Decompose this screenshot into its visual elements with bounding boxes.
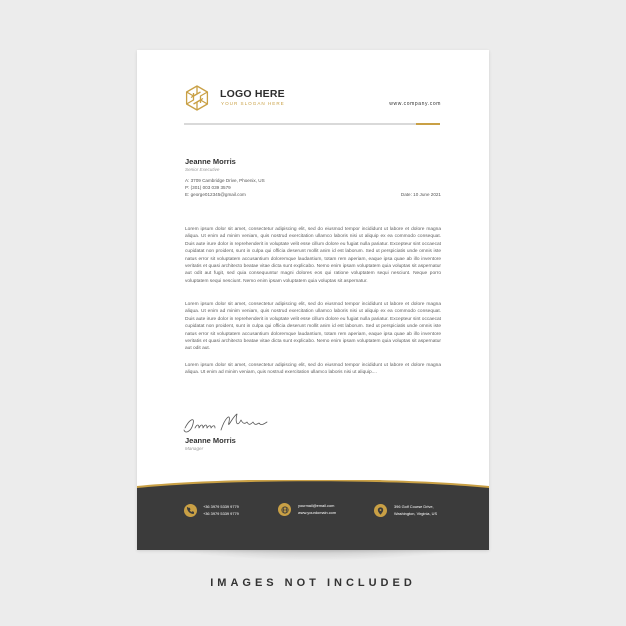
logo-title: LOGO HERE — [220, 88, 285, 100]
letter-date: Date: 10 June 2021 — [400, 192, 441, 197]
footer-phone-2: +36 3979 5339 9779 — [203, 511, 239, 516]
globe-icon — [278, 503, 291, 516]
logo-slogan: YOUR SLOGAN HERE — [221, 101, 285, 106]
body-paragraph-3: Lorem ipsum dolor sit amet, consectetur adipiscing elit, sed do eiusmod tempor incididunt ut labore et dolore magna aliqua. Ut enim ad minim veniam, quis nostrud exercitation ullamco laboris nisi ut aliquip.... — [185, 363, 441, 376]
recipient-phone: P: (301) 003 039 3579 — [185, 185, 231, 190]
phone-icon — [184, 504, 197, 517]
footer-address-line-1: 396 Golf Course Drive, — [394, 504, 434, 509]
handwritten-signature — [181, 410, 276, 436]
signer-name: Jeanne Morris — [185, 436, 236, 445]
recipient-email: E: george012345@gmail.com — [185, 192, 246, 197]
header-divider-accent — [416, 123, 440, 125]
footer-website[interactable]: www.yourdomain.com — [298, 510, 337, 515]
footer-phone-1: +36 3979 5339 9779 — [203, 504, 239, 509]
recipient-title: Senior Executive — [185, 167, 220, 172]
recipient-address: A: 3709 Cambridge Drive, Phoenix, US — [185, 178, 265, 183]
letterhead-page — [137, 50, 489, 550]
images-not-included-caption: IMAGES NOT INCLUDED — [210, 577, 416, 589]
recipient-name: Jeanne Morris — [185, 157, 236, 166]
body-paragraph-1: Lorem ipsum dolor sit amet, consectetur adipiscing elit, sed do eiusmod tempor incididunt ut labore et dolore magna aliqua. Ut enim ad minim veniam, quis nostrud exercitation ullamco laboris nisi ut aliquip ex ea commodo consequat. Duis aute irure dolor in reprehenderit in voluptate velit esse cillum dolore eu fugiat nulla pariatur. Excepteur sint occaecat cupidatat non proident, sunt in culpa qui officia deserunt mollit anim id est laborum. Sed ut perspiciatis unde omnis iste natus error sit voluptatem accusantium doloremque laudantium, totam rem aperiam, eaque ipsa quae ab illo inventore veritatis et quasi architecto beatae vitae dicta sunt explicabo. Nemo enim ipsam voluptatem quia voluptas sit aspernatur aut odit aut fugit, sed quia consequuntur magni dolores eos qui ratione voluptatem sequi nesciunt. Neque porro voluptatem sequi nesciunt. Nemo enim ipsam voluptatem quia voluptas sit aspernatur. — [185, 227, 441, 284]
body-paragraph-2: Lorem ipsum dolor sit amet, consectetur adipiscing elit, sed do eiusmod tempor incididunt ut labore et dolore magna aliqua. Ut enim ad minim veniam, quis nostrud exercitation ullamco laboris nisi ut aliquip ex ea commodo consequat. Duis aute irure dolor in reprehenderit in voluptate velit esse cillum dolore eu fugiat nulla pariatur. Excepteur sint occaecat cupidatat non proident, sunt in culpa qui officia deserunt mollit anim id est laborum. Sed ut perspiciatis unde omnis iste natus error sit voluptatem accusantium doloremque laudantium, totam rem aperiam, eaque ipsa quae ab illo inventore veritatis et quasi architecto beatae vitae dicta sunt explicabo. Nemo enim ipsam voluptatem quia voluptas sit aspernatur aut odit aut. — [185, 302, 441, 352]
signer-title: Manager — [185, 446, 204, 451]
footer-email[interactable]: yourmail@email.com — [298, 503, 335, 508]
hexagon-logo-icon — [183, 84, 211, 112]
location-pin-icon — [374, 504, 387, 517]
website-link[interactable]: www.company.com — [389, 101, 441, 107]
footer-address-line-2: Washington, Virginia, US — [394, 511, 438, 516]
header-divider — [184, 123, 416, 125]
